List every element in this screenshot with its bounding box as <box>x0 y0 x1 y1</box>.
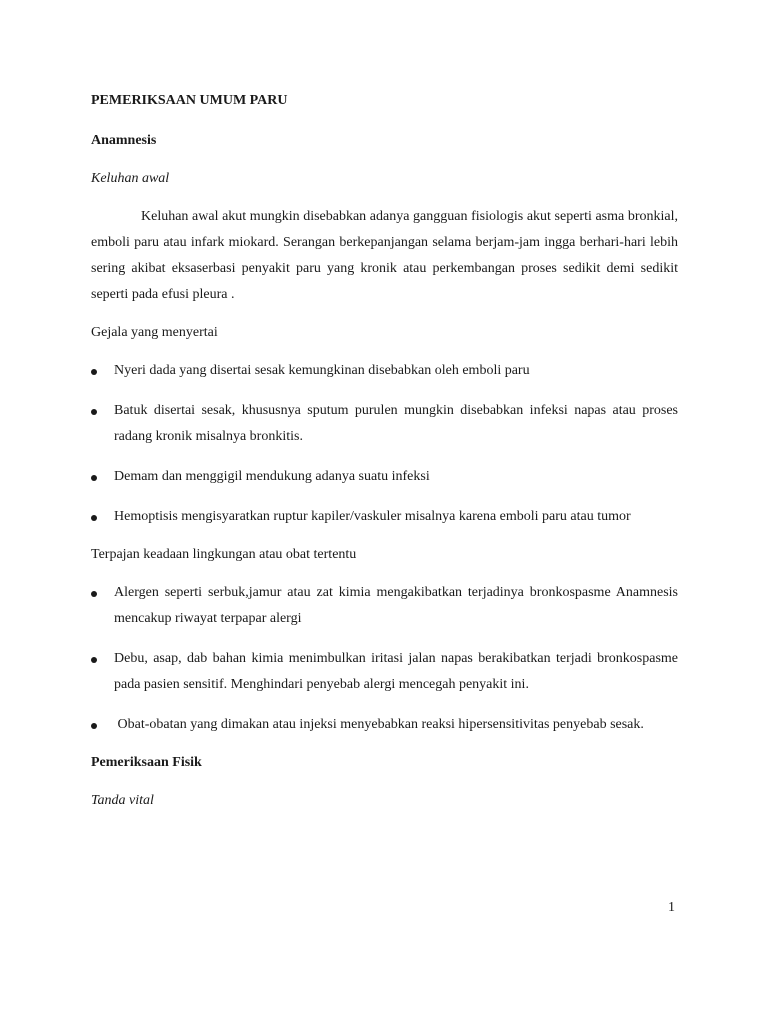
list-item-text: Debu, asap, dab bahan kimia menimbulkan iritasi jalan napas berakibatkan terjadi bronkospasme pada pasien sensitif. Menghindari penyebab alergi mencegah penyakit ini. <box>114 651 678 692</box>
bullet-icon <box>91 475 97 481</box>
list-item <box>91 398 678 450</box>
document-title: PEMERIKSAAN UMUM PARU <box>91 93 288 108</box>
list-item <box>91 580 678 632</box>
list-item <box>91 464 678 490</box>
list-item-text: Batuk disertai sesak, khususnya sputum purulen mungkin disebabkan infeksi napas atau proses radang kronik misalnya bronkitis. <box>114 403 678 444</box>
list-item-text: Obat-obatan yang dimakan atau injeksi menyebabkan reaksi hipersensitivitas penyebab sesak. <box>114 717 644 732</box>
bullet-icon <box>91 515 97 521</box>
list-item-text: Alergen seperti serbuk,jamur atau zat kimia mengakibatkan terjadinya bronkospasme Anamnesis mencakup riwayat terpapar alergi <box>114 585 678 626</box>
bullet-icon <box>91 723 97 729</box>
list-item <box>91 504 678 530</box>
section-heading-pemeriksaan-fisik: Pemeriksaan Fisik <box>91 755 202 770</box>
section-heading-anamnesis: Anamnesis <box>91 133 157 148</box>
bullet-icon <box>91 591 97 597</box>
label-terpajan: Terpajan keadaan lingkungan atau obat tertentu <box>91 547 357 562</box>
list-item <box>91 646 678 698</box>
bullet-icon <box>91 369 97 375</box>
bullet-icon <box>91 657 97 663</box>
document-body <box>91 88 678 826</box>
subheading-tanda-vital: Tanda vital <box>91 793 154 808</box>
paragraph-keluhan-awal: Keluhan awal akut mungkin disebabkan adanya gangguan fisiologis akut seperti asma bronkial, emboli paru atau infark miokard. Serangan berkepanjangan selama berjam-jam ingga berhari-hari lebih sering akibat eksaserbasi penyakit paru yang kronik atau perkembangan proses sedikit demi sedikit seperti pada efusi pleura . <box>91 209 678 302</box>
page-number: 1 <box>668 900 675 915</box>
list-gejala <box>91 358 678 530</box>
list-item-text: Nyeri dada yang disertai sesak kemungkinan disebabkan oleh emboli paru <box>114 363 530 378</box>
list-item-text: Hemoptisis mengisyaratkan ruptur kapiler/vaskuler misalnya karena emboli paru atau tumor <box>114 509 631 524</box>
list-item-text: Demam dan menggigil mendukung adanya suatu infeksi <box>114 469 430 484</box>
label-gejala: Gejala yang menyertai <box>91 325 218 340</box>
list-item <box>91 358 678 384</box>
list-item <box>91 712 678 738</box>
list-terpajan <box>91 580 678 738</box>
bullet-icon <box>91 409 97 415</box>
subheading-keluhan-awal: Keluhan awal <box>91 171 170 186</box>
